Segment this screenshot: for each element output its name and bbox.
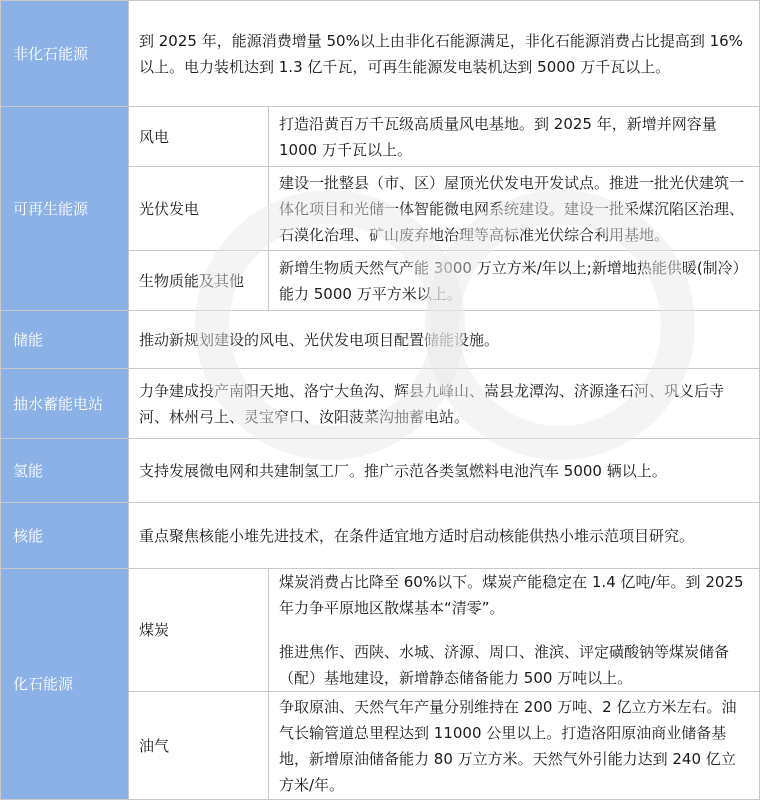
content-cell [269,569,760,692]
table-row [1,369,760,439]
content-cell: 到 2025 年，能源消费增量 50%以上由非化石能源满足，非化石能源消费占比提高到 16%以上。电力装机达到 1.3 亿千瓦，可再生能源发电装机达到 5000 万千瓦以上。 [129,1,760,107]
subcategory-cell: 光伏发电 [129,167,269,251]
content-cell: 争取原油、天然气年产量分别维持在 200 万吨、2 亿立方米左右。油气长输管道总里程达到 11000 公里以上。打造洛阳原油商业储备基地，新增原油储备能力 80 万立方米。天然气外引能力达到 240 亿立方米/年。 [269,692,760,800]
content-cell: 建设一批整县（市、区）屋顶光伏发电开发试点。推进一批光伏建筑一体化项目和光储一体智能微电网系统建设。建设一批采煤沉陷区治理、石漠化治理、矿山废弃地治理等高标准光伏综合利用基地。 [269,167,760,251]
table-row [1,311,760,369]
content-cell: 推动新规划建设的风电、光伏发电项目配置储能设施。 [129,311,760,369]
category-cell: 核能 [1,503,129,569]
paragraph: 煤炭消费占比降至 60%以下。煤炭产能稳定在 1.4 亿吨/年。到 2025 年力争平原地区散煤基本“清零”。 [279,573,744,617]
table-row [1,569,760,692]
table-row [1,503,760,569]
category-cell: 可再生能源 [1,107,129,311]
category-cell: 储能 [1,311,129,369]
paragraph: 推进焦作、西陕、水城、济源、周口、淮滨、评定磺酸钠等煤炭储备（配）基地建设，新增静态储备能力 500 万吨以上。 [279,643,730,687]
table-row [1,107,760,167]
content-cell: 新增生物质天然气产能 3000 万立方米/年以上;新增地热能供暖(制冷）能力 5000 万平方米以上。 [269,251,760,311]
category-cell: 化石能源 [1,569,129,800]
category-cell: 非化石能源 [1,1,129,107]
category-cell: 氢能 [1,439,129,503]
content-cell: 力争建成投产南阳天地、洛宁大鱼沟、辉县九峰山、嵩县龙潭沟、济源逢石河、巩义后寺河、林州弓上、灵宝窄口、汝阳菠菜沟抽蓄电站。 [129,369,760,439]
subcategory-cell: 煤炭 [129,569,269,692]
table-row [1,439,760,503]
category-cell: 抽水蓄能电站 [1,369,129,439]
subcategory-cell: 风电 [129,107,269,167]
table-row [1,1,760,107]
subcategory-cell: 油气 [129,692,269,800]
content-cell: 重点聚焦核能小堆先进技术，在条件适宜地方适时启动核能供热小堆示范项目研究。 [129,503,760,569]
content-cell: 打造沿黄百万千瓦级高质量风电基地。到 2025 年，新增并网容量 1000 万千瓦以上。 [269,107,760,167]
content-cell: 支持发展微电网和共建制氢工厂。推广示范各类氢燃料电池汽车 5000 辆以上。 [129,439,760,503]
subcategory-cell: 生物质能及其他 [129,251,269,311]
